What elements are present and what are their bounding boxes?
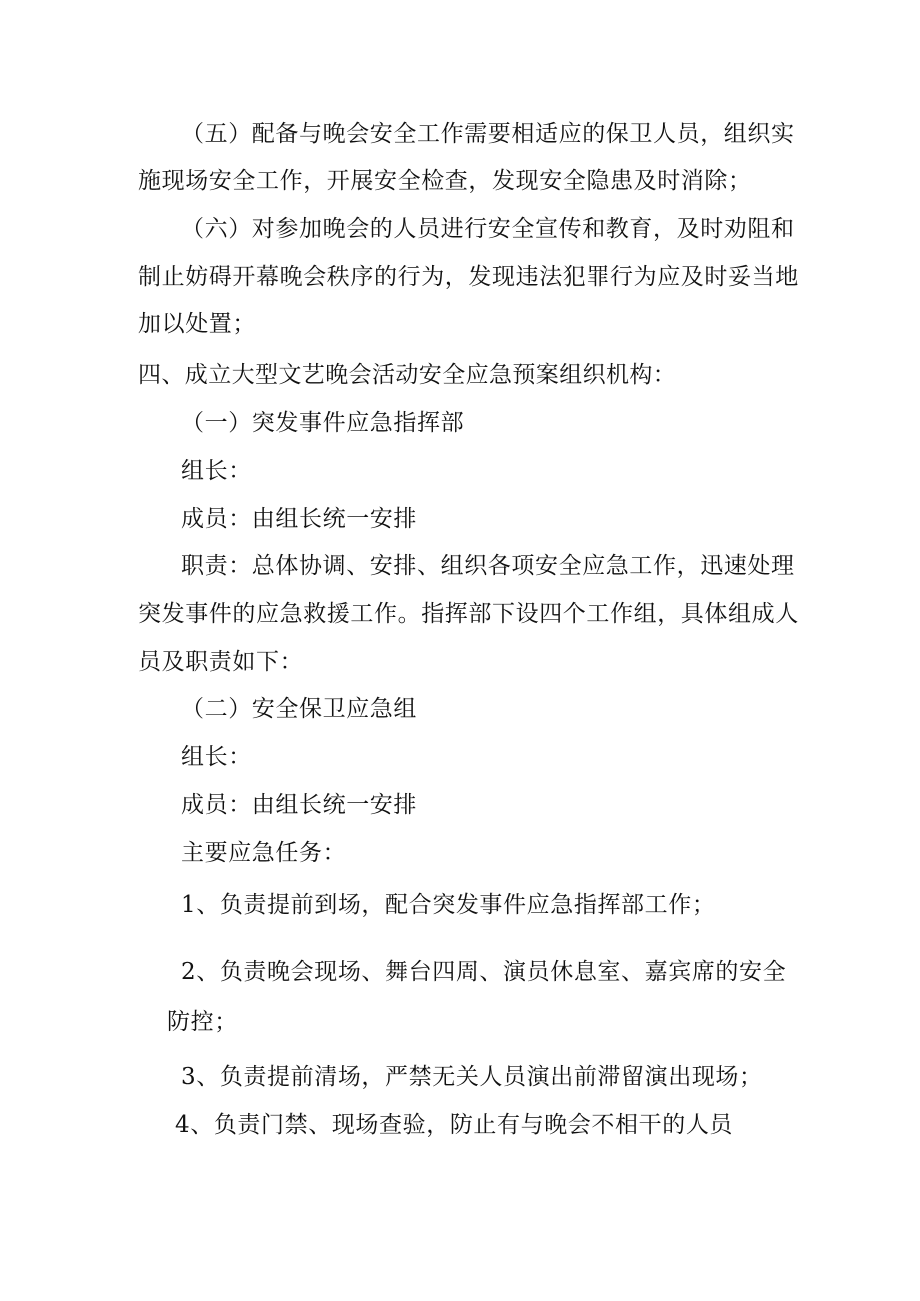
item-five-line-2: 施现场安全工作，开展安全检查，发现安全隐患及时消除； xyxy=(138,168,752,194)
item-six-line-2: 制止妨碍开幕晚会秩序的行为，发现违法犯罪行为应及时妥当地 xyxy=(138,264,799,290)
security-task-3: 3、负责提前清场，严禁无关人员演出前滞留演出现场； xyxy=(181,1064,763,1090)
security-task-4: 4、负责门禁、现场查验，防止有与晚会不相干的人员 xyxy=(175,1112,734,1138)
item-six-line-3: 加以处置； xyxy=(138,311,256,337)
security-task-2-line-1: 2、负责晚会现场、舞台四周、演员休息室、嘉宾席的安全 xyxy=(181,959,787,985)
command-duties-line-1: 职责：总体协调、安排、组织各项安全应急工作，迅速处理 xyxy=(181,553,795,579)
security-task-2-line-2: 防控； xyxy=(167,1009,238,1035)
command-title: （一）突发事件应急指挥部 xyxy=(181,410,465,436)
item-five-line-1: （五）配备与晚会安全工作需要相适应的保卫人员，组织实 xyxy=(181,121,795,147)
item-six-line-1: （六）对参加晚会的人员进行安全宣传和教育，及时劝阻和 xyxy=(181,216,795,242)
security-members: 成员：由组长统一安排 xyxy=(181,792,417,818)
security-leader: 组长： xyxy=(181,744,252,770)
security-tasks-label: 主要应急任务： xyxy=(181,840,347,866)
section-four-heading: 四、成立大型文艺晚会活动安全应急预案组织机构： xyxy=(138,362,677,388)
command-duties-line-2: 突发事件的应急救援工作。指挥部下设四个工作组，具体组成人 xyxy=(138,601,799,627)
security-title: （二）安全保卫应急组 xyxy=(181,696,417,722)
command-duties-line-3: 员及职责如下： xyxy=(138,649,304,675)
command-leader: 组长： xyxy=(181,458,252,484)
security-task-1: 1、负责提前到场，配合突发事件应急指挥部工作； xyxy=(181,892,716,918)
command-members: 成员：由组长统一安排 xyxy=(181,506,417,532)
